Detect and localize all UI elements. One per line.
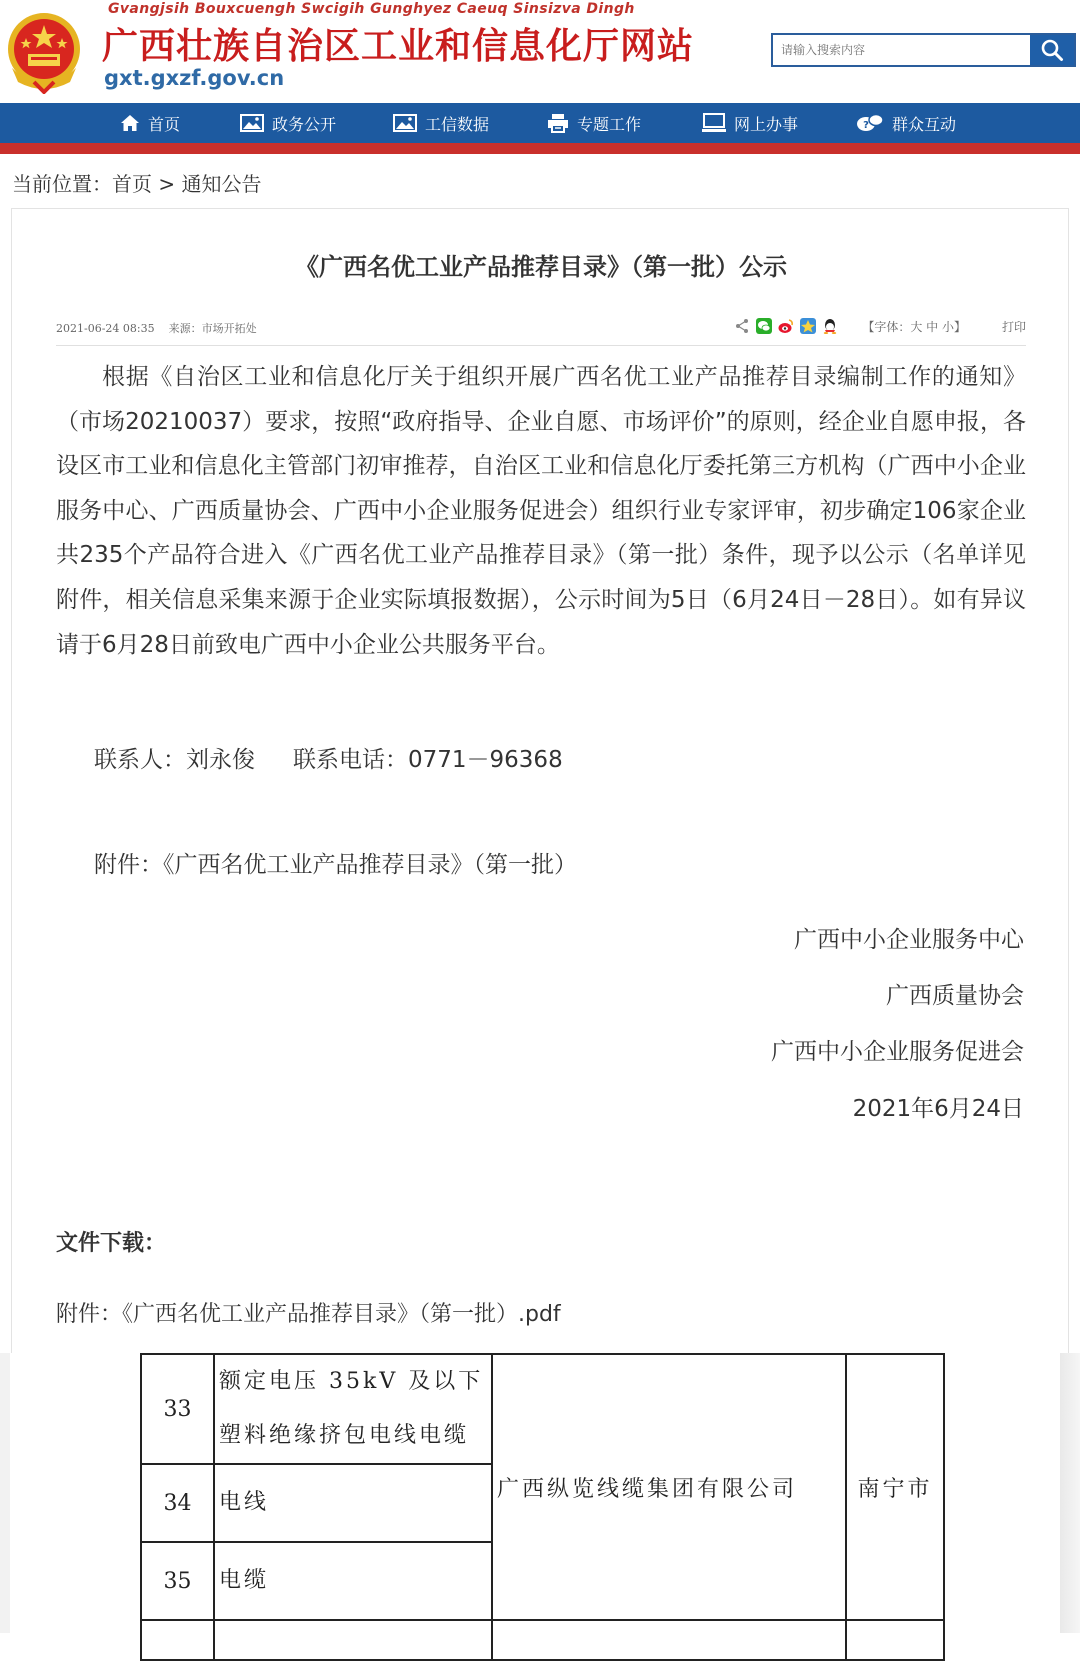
contact-phone: 联系电话：0771－96368	[293, 747, 563, 773]
row-number: 34	[141, 1464, 214, 1542]
product-table	[140, 1353, 945, 1661]
product-name	[214, 1354, 492, 1464]
nav-label: 政务公开	[272, 114, 337, 134]
attachment-download-link[interactable]: 附件：《广西名优工业产品推荐目录》（第一批）.pdf	[56, 1302, 561, 1327]
national-emblem-icon	[4, 8, 84, 94]
font-size-switcher[interactable]: 【字体：大 中 小】	[862, 319, 966, 334]
product-name-line: 额定电压 35kV 及以下	[219, 1369, 484, 1394]
nav-label: 工信数据	[425, 114, 490, 134]
nav-item-public-interaction[interactable]	[856, 103, 956, 143]
article-title: 《广西名优工业产品推荐目录》（第一批）公示	[295, 253, 787, 281]
picture-icon	[240, 114, 264, 132]
table-cell	[492, 1620, 846, 1660]
attachment-note: 附件：《广西名优工业产品推荐目录》（第一批）	[94, 852, 577, 878]
product-name: 电线	[214, 1464, 492, 1542]
table-row	[141, 1354, 944, 1464]
monitor-icon	[702, 113, 726, 133]
site-subtitle: Gvangjsih Bouxcuengh Swcigih Gunghyez Caeuq Sinsizva Dingh	[108, 1, 635, 17]
attachment-preview	[0, 1353, 1080, 1633]
nav-item-gov-affairs[interactable]	[240, 103, 336, 143]
breadcrumb-prefix: 当前位置：	[12, 172, 112, 196]
share-icon[interactable]	[734, 318, 750, 334]
qq-icon[interactable]	[822, 318, 838, 334]
weibo-icon[interactable]	[778, 318, 794, 334]
city-name: 南宁市	[846, 1354, 944, 1620]
row-number: 33	[141, 1354, 214, 1464]
article-source: 来源：市场开拓处	[168, 322, 257, 335]
search-icon	[1040, 38, 1064, 62]
picture-icon	[393, 114, 417, 132]
site-header	[0, 0, 1080, 103]
product-name-line: 塑料绝缘挤包电线电缆	[219, 1423, 470, 1448]
svg-text:?: ?	[863, 120, 869, 131]
qzone-icon[interactable]	[800, 318, 816, 334]
signature-line: 广西中小企业服务促进会	[771, 1039, 1024, 1065]
table-row	[141, 1620, 944, 1660]
site-url[interactable]: gxt.gxzf.gov.cn	[104, 66, 285, 90]
meta-divider	[56, 345, 1026, 346]
contact-line	[94, 741, 563, 774]
page-edge	[1060, 1353, 1080, 1633]
product-name: 电缆	[214, 1542, 492, 1620]
signature-line: 广西质量协会	[886, 983, 1024, 1009]
main-nav	[0, 103, 1080, 143]
company-name: 广西纵览线缆集团有限公司	[492, 1354, 846, 1620]
article-meta	[56, 320, 271, 336]
nav-item-industry-data[interactable]	[393, 103, 489, 143]
download-heading: 文件下载：	[56, 1231, 167, 1256]
search-input[interactable]	[773, 35, 1031, 65]
wechat-icon[interactable]	[756, 318, 772, 334]
search-box	[771, 33, 1076, 67]
nav-label: 群众互动	[892, 114, 957, 134]
signature-date: 2021年6月24日	[852, 1096, 1024, 1122]
home-icon	[120, 114, 140, 132]
table-cell	[846, 1620, 944, 1660]
publish-date: 2021-06-24 08:35	[56, 322, 155, 335]
breadcrumb-current[interactable]: 通知公告	[181, 172, 262, 196]
printer-icon	[547, 113, 569, 133]
body-paragraph: 根据《自治区工业和信息化厅关于组织开展广西名优工业产品推荐目录编制工作的通知》（市场20210037）要求，按照“政府指导、企业自愿、市场评价”的原则，经企业自愿申报，各设区市工业和信息化主管部门初审推荐，自治区工业和信息化厅委托第三方机构（广西中小企业服务中心、广西质量协会、广西中小企业服务促进会）组织行业专家评审，初步确定106家企业共235个产品符合进入《广西名优工业产品推荐目录》（第一批）条件，现予以公示（名单详见附件，相关信息采集来源于企业实际填报数据），公示时间为5日（6月24日－28日）。如有异议请于6月28日前致电广西中小企业公共服务平台。	[56, 364, 1026, 658]
row-number: 35	[141, 1542, 214, 1620]
signature-line: 广西中小企业服务中心	[794, 927, 1024, 953]
search-button[interactable]	[1030, 35, 1074, 65]
nav-item-home[interactable]	[120, 103, 180, 143]
breadcrumb-separator: >	[152, 172, 182, 196]
nav-item-special-work[interactable]	[547, 103, 641, 143]
nav-item-online-service[interactable]	[702, 103, 798, 143]
print-link[interactable]: 打印	[1001, 319, 1026, 334]
nav-label: 专题工作	[577, 114, 642, 134]
nav-label: 网上办事	[734, 114, 799, 134]
table-cell	[214, 1620, 492, 1660]
table-cell	[141, 1620, 214, 1660]
article-body	[56, 355, 1026, 667]
contact-person: 联系人：刘永俊	[94, 747, 255, 773]
article-panel	[11, 208, 1069, 1353]
site-title[interactable]: 广西壮族自治区工业和信息化厅网站	[102, 26, 695, 67]
article-tools	[734, 317, 1026, 335]
nav-accent-bar	[0, 143, 1080, 154]
chat-icon	[856, 113, 884, 133]
breadcrumb-home[interactable]: 首页	[112, 172, 152, 196]
nav-label: 首页	[148, 114, 181, 134]
breadcrumb	[12, 168, 261, 197]
